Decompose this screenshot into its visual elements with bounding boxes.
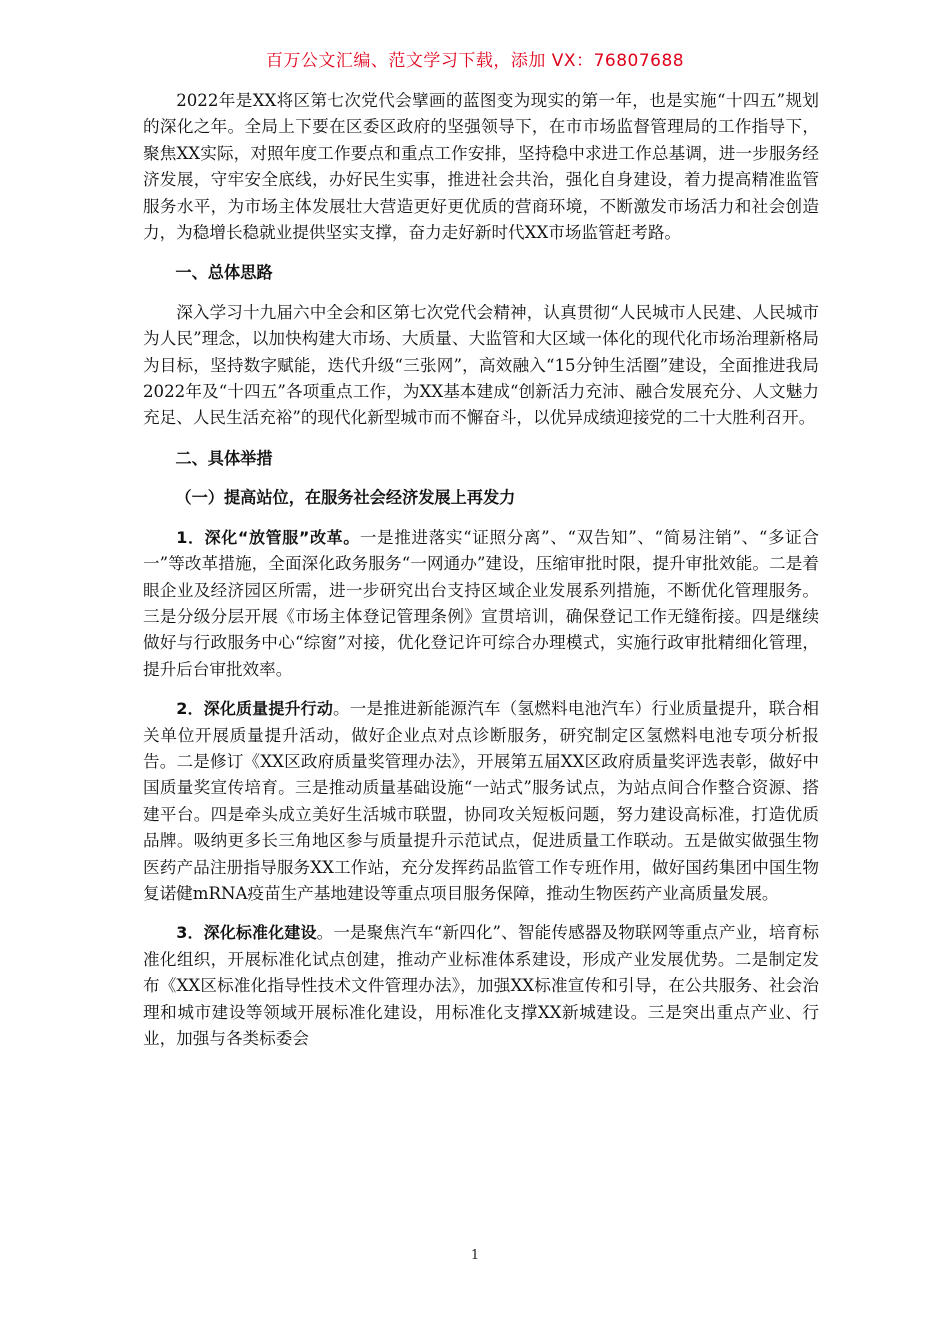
measure-item-1 xyxy=(143,525,819,683)
measure-item-3 xyxy=(143,920,819,1052)
measure-body: 。一是聚焦汽车“新四化”、智能传感器及物联网等重点产业，培育标准化组织，开展标准化试点创建，推动产业标准体系建设，形成产业发展优势。二是制定发布《XX区标准化指导性技术文件管理办法》，加强XX标准宣传和引导，在公共服务、社会治理和城市建设等领域开展标准化建设，用标准化支撑XX新城建设。三是突出重点产业、行业，加强与各类标委会 xyxy=(143,923,819,1048)
document-body xyxy=(143,88,819,1052)
page-number: 1 xyxy=(470,1248,480,1263)
promo-banner: 百万公文汇编、范文学习下载，添加 VX：76807688 xyxy=(265,51,685,71)
measure-item-2 xyxy=(143,696,819,907)
section-heading-measures: 二、具体举措 xyxy=(175,448,273,468)
measure-body: 一是推进落实“证照分离”、“双告知”、“简易注销”、“多证合一”等改革措施，全面深化政务服务“一网通办”建设，压缩审批时限，提升审批效能。二是着眼企业及经济园区所需，进一步研究出台支持区域企业发展系列措施，不断优化管理服务。三是分级分层开展《市场主体登记管理条例》宣贯培训，确保登记工作无缝衔接。四是继续做好与行政服务中心“综窗”对接，优化登记许可综合办理模式，实施行政审批精细化管理，提升后台审批效率。 xyxy=(143,527,819,679)
intro-paragraph: 2022年是XX将区第七次党代会擘画的蓝图变为现实的第一年，也是实施“十四五”规划的深化之年。全局上下要在区委区政府的坚强领导下，在市市场监督管理局的工作指导下，聚焦XX实际，对照年度工作要点和重点工作安排，坚持稳中求进工作总基调，进一步服务经济发展，守牢安全底线，办好民生实事，推进社会共治，强化自身建设，着力提高精准监管服务水平，为市场主体发展壮大营造更好更优质的营商环境，不断激发市场活力和社会创造力，为稳增长稳就业提供坚实支撑，奋力走好新时代XX市场监管赶考路。 xyxy=(143,91,819,243)
subsection-heading: （一）提高站位，在服务社会经济发展上再发力 xyxy=(175,488,516,508)
measure-lead: 1．深化“放管服”改革。 xyxy=(176,527,360,547)
measure-lead: 2．深化质量提升行动 xyxy=(176,699,334,719)
section1-paragraph: 深入学习十九届六中全会和区第七次党代会精神，认真贯彻“人民城市人民建、人民城市为人民”理念，以加快构建大市场、大质量、大监管和大区域一体化的现代化市场治理新格局为目标，坚持数字赋能，迭代升级“三张网”，高效融入“15分钟生活圈”建设，全面推进我局2022年及“十四五”各项重点工作，为XX基本建成“创新活力充沛、融合发展充分、人文魅力充足、人民生活充裕”的现代化新型城市而不懈奋斗，以优异成绩迎接党的二十大胜利召开。 xyxy=(143,302,819,428)
section-heading-overall: 一、总体思路 xyxy=(175,263,273,283)
measure-body: 。一是推进新能源汽车（氢燃料电池汽车）行业质量提升，联合相关单位开展质量提升活动，做好企业点对点诊断服务，研究制定区氢燃料电池专项分析报告。二是修订《XX区政府质量奖管理办法》，开展第五届XX区政府质量奖评选表彰，做好中国质量奖宣传培育。三是推动质量基础设施“一站式”服务试点，为站点间合作整合资源、搭建平台。四是牵头成立美好生活城市联盟，协同攻关短板问题，努力建设高标准，打造优质品牌。吸纳更多长三角地区参与质量提升示范试点，促进质量工作联动。五是做实做强生物医药产品注册指导服务XX工作站，充分发挥药品监管工作专班作用，做好国药集团中国生物复诺健mRNA疫苗生产基地建设等重点项目服务保障，推动生物医药产业高质量发展。 xyxy=(143,699,820,903)
measure-lead: 3．深化标准化建设 xyxy=(176,923,317,943)
